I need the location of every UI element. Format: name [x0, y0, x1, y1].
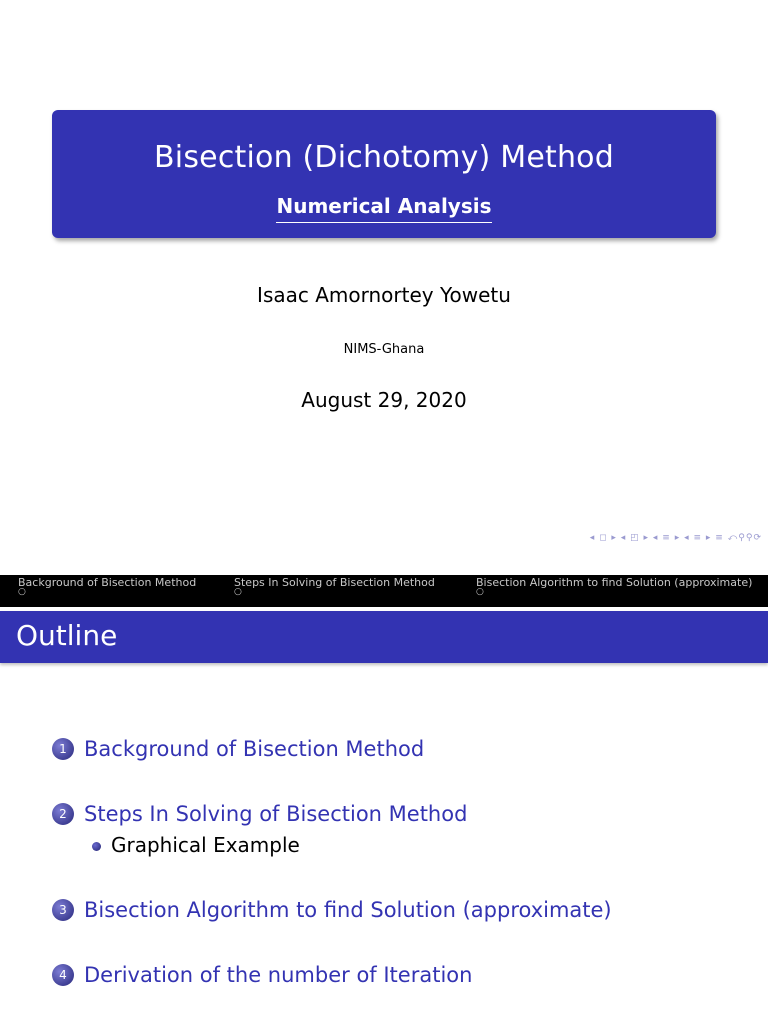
toc-number-ball-icon: 2 — [52, 803, 74, 825]
toc-item-label[interactable]: Derivation of the number of Iteration — [84, 963, 473, 987]
toc-subitem-label[interactable]: Graphical Example — [111, 833, 300, 857]
toc-item-label[interactable]: Steps In Solving of Bisection Method — [84, 802, 468, 826]
title-box — [52, 110, 716, 238]
slide-subtitle — [52, 194, 716, 218]
toc-subitem[interactable] — [92, 833, 300, 857]
headline-section-3[interactable] — [476, 576, 752, 597]
toc-item[interactable] — [52, 963, 472, 987]
toc-item[interactable] — [52, 802, 467, 826]
toc-item-label[interactable]: Background of Bisection Method — [84, 737, 425, 761]
headline-section-label: Steps In Solving of Bisection Method — [234, 576, 435, 589]
toc-number-ball-icon: 4 — [52, 964, 74, 986]
headline-dot-icon: ○ — [234, 587, 242, 597]
beamer-navigation-icons[interactable]: ◂ ◻ ▸ ◂ ◰ ▸ ◂ ≡ ▸ ◂ ≡ ▸ ≡ ⤺⚲⚲⟳ — [589, 533, 762, 543]
author: Isaac Amornortey Yowetu — [257, 283, 511, 307]
subtitle-text: Numerical Analysis — [276, 194, 491, 223]
toc-number-ball-icon: 3 — [52, 899, 74, 921]
frame-title-bar — [0, 611, 768, 663]
headline-dot-icon: ○ — [18, 587, 26, 597]
institute: NIMS-Ghana — [343, 342, 425, 357]
toc-item-label[interactable]: Bisection Algorithm to find Solution (approximate) — [84, 898, 612, 922]
headline-section-label: Background of Bisection Method — [18, 576, 197, 589]
date: August 29, 2020 — [301, 388, 467, 412]
headline-section-2[interactable] — [234, 576, 435, 597]
outline-slide — [0, 575, 768, 1024]
headline-nav-bar — [0, 575, 768, 607]
headline-section-1[interactable] — [18, 576, 196, 597]
slide-title: Bisection (Dichotomy) Method — [154, 140, 614, 175]
frame-title: Outline — [16, 619, 118, 652]
headline-section-label: Bisection Algorithm to find Solution (approximate) — [476, 576, 753, 589]
headline-dot-icon: ○ — [476, 587, 484, 597]
toc-number-ball-icon: 1 — [52, 738, 74, 760]
bullet-icon — [92, 842, 101, 851]
toc-item[interactable] — [52, 898, 612, 922]
toc-item[interactable] — [52, 737, 424, 761]
